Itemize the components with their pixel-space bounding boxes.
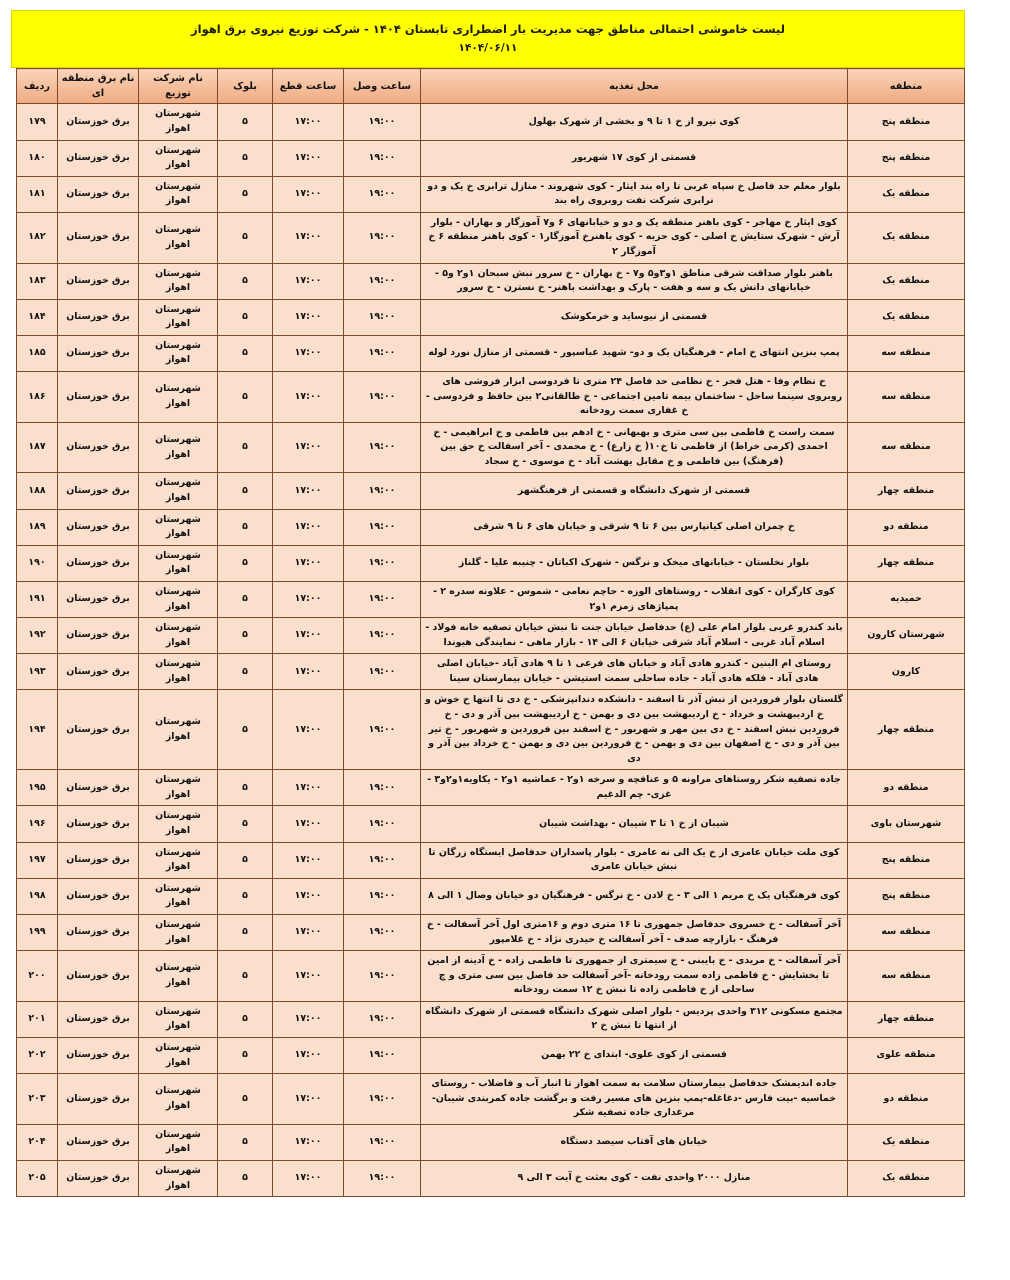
cell-feed-location: باهنر بلوار صداقت شرقی مناطق ۱و۳و۵ و۷ - خ بهاران - خ سرور نبش سبحان ۱و۲ و۵ - خیابانهای دانش یک و سه و هفت - پارک و بهداشت باهنر- خ نسترن - خ سرور — [421, 263, 848, 299]
cell-restore-time: ۱۹:۰۰ — [344, 140, 421, 176]
cell-regional: برق خوزستان — [58, 690, 139, 770]
cell-regional: برق خوزستان — [58, 104, 139, 140]
cell-regional: برق خوزستان — [58, 299, 139, 335]
cell-row-number: ۱۸۱ — [17, 176, 58, 212]
cell-block: ۵ — [218, 842, 273, 878]
cell-feed-location: جاده تصفیه شکر روستاهای مراونه ۵ و عنافچه و سرخه ۱و۲ - عماشیه ۱و۲ - یکاویه۱و۲و۳ - غزی- چم الدغیم — [421, 770, 848, 806]
cell-cutoff-time: ۱۷:۰۰ — [273, 473, 344, 509]
cell-feed-location: بلوار معلم حد فاصل خ سپاه غربی تا راه بند ایثار - کوی شهروند - منازل ترابری خ یک و دو ترابری شرکت نفت روبروی راه بند — [421, 176, 848, 212]
cell-cutoff-time: ۱۷:۰۰ — [273, 509, 344, 545]
table-row — [17, 176, 965, 212]
cell-row-number: ۲۰۰ — [17, 951, 58, 1002]
table-row — [17, 509, 965, 545]
cell-restore-time: ۱۹:۰۰ — [344, 1001, 421, 1037]
cell-regional: برق خوزستان — [58, 878, 139, 914]
cell-regional: برق خوزستان — [58, 212, 139, 263]
cell-zone: منطقه یک — [848, 263, 965, 299]
cell-block: ۵ — [218, 104, 273, 140]
cell-regional: برق خوزستان — [58, 263, 139, 299]
cell-regional: برق خوزستان — [58, 1161, 139, 1197]
cell-feed-location: روستای ام البنین - کندرو هادی آباد و خیابان های فرعی ۱ تا ۹ هادی آباد -خیابان اصلی هادی آباد - فلکه هادی آباد - جاده ساحلی سمت استیشن - خیابان بیمارستان سینا — [421, 654, 848, 690]
cell-restore-time: ۱۹:۰۰ — [344, 878, 421, 914]
cell-company: شهرستان اهواز — [139, 372, 218, 423]
cell-company: شهرستان اهواز — [139, 176, 218, 212]
cell-block: ۵ — [218, 770, 273, 806]
cell-zone: منطقه سه — [848, 372, 965, 423]
column-header-off-time: ساعت قطع — [273, 69, 344, 104]
cell-company: شهرستان اهواز — [139, 509, 218, 545]
cell-company: شهرستان اهواز — [139, 212, 218, 263]
cell-company: شهرستان اهواز — [139, 842, 218, 878]
cell-restore-time: ۱۹:۰۰ — [344, 299, 421, 335]
cell-row-number: ۱۸۹ — [17, 509, 58, 545]
cell-block: ۵ — [218, 335, 273, 371]
cell-feed-location: خیابان های آفتاب سیصد دستگاه — [421, 1124, 848, 1160]
cell-row-number: ۱۹۴ — [17, 690, 58, 770]
cell-row-number: ۱۸۸ — [17, 473, 58, 509]
cell-regional: برق خوزستان — [58, 509, 139, 545]
cell-block: ۵ — [218, 140, 273, 176]
cell-restore-time: ۱۹:۰۰ — [344, 176, 421, 212]
cell-feed-location: باند کندرو غربی بلوار امام علی (ع) حدفاصل خیابان جنت تا نبش خیابان تصفیه خانه فولاد - اسلام آباد غربی - اسلام آباد شرقی خیابان ۶ الی ۱۴ - بازار ماهی - نمایندگی هیوندا — [421, 618, 848, 654]
cell-block: ۵ — [218, 372, 273, 423]
cell-zone: منطقه چهار — [848, 690, 965, 770]
page-date: ۱۴۰۴/۰۶/۱۱ — [458, 42, 518, 55]
cell-company: شهرستان اهواز — [139, 770, 218, 806]
cell-feed-location: بلوار نخلستان - خیابانهای میخک و نرگس - شهرک اکباتان - چنیبه علیا - گلناز — [421, 545, 848, 581]
cell-cutoff-time: ۱۷:۰۰ — [273, 299, 344, 335]
cell-cutoff-time: ۱۷:۰۰ — [273, 951, 344, 1002]
outage-table — [16, 68, 965, 1197]
table-row — [17, 842, 965, 878]
cell-regional: برق خوزستان — [58, 1001, 139, 1037]
cell-block: ۵ — [218, 806, 273, 842]
cell-company: شهرستان اهواز — [139, 1037, 218, 1073]
cell-row-number: ۲۰۴ — [17, 1124, 58, 1160]
cell-cutoff-time: ۱۷:۰۰ — [273, 1124, 344, 1160]
cell-regional: برق خوزستان — [58, 951, 139, 1002]
cell-cutoff-time: ۱۷:۰۰ — [273, 806, 344, 842]
cell-company: شهرستان اهواز — [139, 914, 218, 950]
cell-zone: منطقه یک — [848, 1161, 965, 1197]
cell-company: شهرستان اهواز — [139, 422, 218, 473]
cell-regional: برق خوزستان — [58, 654, 139, 690]
table-row — [17, 581, 965, 617]
cell-company: شهرستان اهواز — [139, 104, 218, 140]
cell-feed-location: کوی ملت خیابان عامری از خ یک الی نه عامری - بلوار پاسداران حدفاصل ایستگاه زرگان تا نبش خیابان عامری — [421, 842, 848, 878]
cell-restore-time: ۱۹:۰۰ — [344, 618, 421, 654]
cell-cutoff-time: ۱۷:۰۰ — [273, 1001, 344, 1037]
cell-block: ۵ — [218, 654, 273, 690]
cell-zone: شهرستان باوی — [848, 806, 965, 842]
cell-cutoff-time: ۱۷:۰۰ — [273, 690, 344, 770]
cell-cutoff-time: ۱۷:۰۰ — [273, 176, 344, 212]
cell-zone: منطقه چهار — [848, 473, 965, 509]
cell-block: ۵ — [218, 1124, 273, 1160]
cell-restore-time: ۱۹:۰۰ — [344, 581, 421, 617]
cell-zone: منطقه یک — [848, 1124, 965, 1160]
cell-feed-location: قسمتی از کوی ۱۷ شهریور — [421, 140, 848, 176]
cell-feed-location: خ نظام وفا - هتل فجر - خ نظامی حد فاصل ۲۴ متری تا فردوسی ابزار فروشی های روبروی سینما ساحل - ساختمان بیمه تامین اجتماعی - خ طالقانی۲ بین حافظ و فردوسی - خ غفاری سمت رودخانه — [421, 372, 848, 423]
cell-company: شهرستان اهواز — [139, 654, 218, 690]
cell-row-number: ۲۰۵ — [17, 1161, 58, 1197]
cell-block: ۵ — [218, 1161, 273, 1197]
cell-feed-location: پمپ بنزین انتهای خ امام - فرهنگیان یک و دو- شهید عباسپور - قسمتی از منازل نورد لوله — [421, 335, 848, 371]
cell-block: ۵ — [218, 1037, 273, 1073]
column-header-regional: نام برق منطقه ای — [58, 69, 139, 104]
cell-zone: منطقه چهار — [848, 545, 965, 581]
cell-block: ۵ — [218, 914, 273, 950]
cell-regional: برق خوزستان — [58, 581, 139, 617]
cell-row-number: ۱۸۲ — [17, 212, 58, 263]
table-row — [17, 140, 965, 176]
cell-feed-location: منازل ۲۰۰۰ واحدی نفت - کوی بعثت خ آیت ۳ الی ۹ — [421, 1161, 848, 1197]
cell-block: ۵ — [218, 422, 273, 473]
cell-zone: منطقه چهار — [848, 1001, 965, 1037]
cell-regional: برق خوزستان — [58, 1037, 139, 1073]
cell-restore-time: ۱۹:۰۰ — [344, 1161, 421, 1197]
table-row — [17, 1074, 965, 1125]
cell-feed-location: قسمتی از کوی علوی- ابتدای خ ۲۲ بهمن — [421, 1037, 848, 1073]
cell-row-number: ۱۹۱ — [17, 581, 58, 617]
cell-block: ۵ — [218, 1001, 273, 1037]
cell-feed-location: گلستان بلوار فروردین از نبش آذر تا اسفند - دانشکده دندانپزشکی - خ دی تا انتها خ خوش و خ اردیبهشت و خرداد - خ اردیبهشت بین دی و بهمن - خ اردیبهشت بین آذر و دی - خ فروردین نبش اسفند - خ دی بین مهر و شهریور - خ اسفند بین فروردین و شهریور - خ تیر بین آذر و دی - خ اصفهان بین دی و بهمن - خ فروردین بین دی و بهمن - خ خرداد بین آذر و دی — [421, 690, 848, 770]
table-row — [17, 770, 965, 806]
cell-company: شهرستان اهواز — [139, 1001, 218, 1037]
cell-zone: منطقه پنج — [848, 878, 965, 914]
cell-restore-time: ۱۹:۰۰ — [344, 545, 421, 581]
cell-feed-location: مجتمع مسکونی ۳۱۲ واحدی پردیس - بلوار اصلی شهرک دانشگاه قسمتی از شهرک دانشگاه از انتها تا نبش خ ۲ — [421, 1001, 848, 1037]
cell-cutoff-time: ۱۷:۰۰ — [273, 770, 344, 806]
column-header-on-time: ساعت وصل — [344, 69, 421, 104]
cell-row-number: ۱۸۰ — [17, 140, 58, 176]
cell-row-number: ۱۸۵ — [17, 335, 58, 371]
cell-zone: شهرستان کارون — [848, 618, 965, 654]
table-row — [17, 422, 965, 473]
column-header-row-no: ردیف — [17, 69, 58, 104]
cell-restore-time: ۱۹:۰۰ — [344, 914, 421, 950]
cell-row-number: ۱۹۵ — [17, 770, 58, 806]
cell-cutoff-time: ۱۷:۰۰ — [273, 1161, 344, 1197]
cell-restore-time: ۱۹:۰۰ — [344, 212, 421, 263]
cell-zone: منطقه پنج — [848, 842, 965, 878]
cell-cutoff-time: ۱۷:۰۰ — [273, 140, 344, 176]
cell-cutoff-time: ۱۷:۰۰ — [273, 212, 344, 263]
cell-feed-location: کوی کارگران - کوی انقلاب - روستاهای الوزه - حاچم نعامی - شموس - علاونه سدره ۲ - پمپاژهای زمزم ۱و۲ — [421, 581, 848, 617]
cell-company: شهرستان اهواز — [139, 299, 218, 335]
table-row — [17, 104, 965, 140]
cell-cutoff-time: ۱۷:۰۰ — [273, 581, 344, 617]
page-title: لیست خاموشی احتمالی مناطق جهت مدیریت بار اضطراری تابستان ۱۴۰۴ - شرکت توزیع نیروی برق اهواز — [191, 22, 785, 37]
cell-zone: کارون — [848, 654, 965, 690]
cell-row-number: ۱۹۷ — [17, 842, 58, 878]
cell-restore-time: ۱۹:۰۰ — [344, 690, 421, 770]
cell-zone: منطقه دو — [848, 1074, 965, 1125]
cell-restore-time: ۱۹:۰۰ — [344, 1037, 421, 1073]
cell-block: ۵ — [218, 176, 273, 212]
cell-cutoff-time: ۱۷:۰۰ — [273, 263, 344, 299]
cell-row-number: ۱۹۶ — [17, 806, 58, 842]
cell-zone: منطقه پنج — [848, 140, 965, 176]
cell-block: ۵ — [218, 212, 273, 263]
cell-block: ۵ — [218, 509, 273, 545]
cell-cutoff-time: ۱۷:۰۰ — [273, 545, 344, 581]
table-row — [17, 372, 965, 423]
table-header — [17, 69, 965, 104]
cell-restore-time: ۱۹:۰۰ — [344, 806, 421, 842]
cell-block: ۵ — [218, 263, 273, 299]
cell-zone: منطقه دو — [848, 770, 965, 806]
cell-company: شهرستان اهواز — [139, 1074, 218, 1125]
cell-row-number: ۱۸۴ — [17, 299, 58, 335]
page-banner — [11, 10, 965, 68]
cell-block: ۵ — [218, 878, 273, 914]
cell-row-number: ۱۹۰ — [17, 545, 58, 581]
cell-block: ۵ — [218, 951, 273, 1002]
cell-restore-time: ۱۹:۰۰ — [344, 1074, 421, 1125]
cell-feed-location: آخر آسفالت - خ مریدی - خ بایبنی - خ سیمتری از جمهوری تا فاطمی زاده - خ آدینه از امین تا بخشایش - خ فاطمی زاده سمت رودخانه -آخر آسفالت حد فاصل بین سی متری و چ ساحلی از خ فاطمی زاده تا نبش خ ۱۲ سمت رودخانه — [421, 951, 848, 1002]
cell-zone: منطقه سه — [848, 914, 965, 950]
cell-row-number: ۲۰۱ — [17, 1001, 58, 1037]
cell-restore-time: ۱۹:۰۰ — [344, 372, 421, 423]
cell-block: ۵ — [218, 1074, 273, 1125]
cell-cutoff-time: ۱۷:۰۰ — [273, 104, 344, 140]
cell-row-number: ۱۸۶ — [17, 372, 58, 423]
cell-cutoff-time: ۱۷:۰۰ — [273, 422, 344, 473]
header-row — [17, 69, 965, 104]
cell-company: شهرستان اهواز — [139, 473, 218, 509]
cell-block: ۵ — [218, 581, 273, 617]
cell-regional: برق خوزستان — [58, 372, 139, 423]
cell-zone: منطقه سه — [848, 422, 965, 473]
cell-feed-location: شیبان از خ ۱ تا ۳ شیبان - بهداشت شیبان — [421, 806, 848, 842]
cell-feed-location: آخر آسفالت - خ خسروی حدفاصل جمهوری تا ۱۶ متری دوم و ۱۶متری اول آخر آسفالت - خ فرهنگ - بازارچه صدف - آخر آسفالت خ حیدری نژاد - خ غلامپور — [421, 914, 848, 950]
cell-company: شهرستان اهواز — [139, 335, 218, 371]
table-row — [17, 299, 965, 335]
cell-cutoff-time: ۱۷:۰۰ — [273, 914, 344, 950]
cell-row-number: ۱۹۸ — [17, 878, 58, 914]
cell-cutoff-time: ۱۷:۰۰ — [273, 618, 344, 654]
cell-block: ۵ — [218, 618, 273, 654]
column-header-block: بلوک — [218, 69, 273, 104]
table-row — [17, 545, 965, 581]
table-row — [17, 1161, 965, 1197]
table-row — [17, 1124, 965, 1160]
cell-regional: برق خوزستان — [58, 335, 139, 371]
table-row — [17, 914, 965, 950]
cell-restore-time: ۱۹:۰۰ — [344, 263, 421, 299]
cell-block: ۵ — [218, 690, 273, 770]
cell-zone: منطقه سه — [848, 951, 965, 1002]
cell-cutoff-time: ۱۷:۰۰ — [273, 1037, 344, 1073]
cell-zone: منطقه سه — [848, 335, 965, 371]
cell-restore-time: ۱۹:۰۰ — [344, 842, 421, 878]
cell-row-number: ۲۰۳ — [17, 1074, 58, 1125]
cell-restore-time: ۱۹:۰۰ — [344, 422, 421, 473]
cell-feed-location: کوی نیرو از خ ۱ تا ۹ و بخشی از شهرک بهلول — [421, 104, 848, 140]
table-row — [17, 951, 965, 1002]
cell-regional: برق خوزستان — [58, 770, 139, 806]
cell-cutoff-time: ۱۷:۰۰ — [273, 1074, 344, 1125]
table-row — [17, 263, 965, 299]
table-row — [17, 1001, 965, 1037]
cell-cutoff-time: ۱۷:۰۰ — [273, 842, 344, 878]
cell-regional: برق خوزستان — [58, 806, 139, 842]
cell-zone: منطقه یک — [848, 176, 965, 212]
cell-row-number: ۱۹۲ — [17, 618, 58, 654]
cell-zone: منطقه پنج — [848, 104, 965, 140]
cell-row-number: ۱۸۳ — [17, 263, 58, 299]
table-row — [17, 1037, 965, 1073]
cell-regional: برق خوزستان — [58, 140, 139, 176]
cell-restore-time: ۱۹:۰۰ — [344, 473, 421, 509]
cell-restore-time: ۱۹:۰۰ — [344, 335, 421, 371]
cell-feed-location: خ چمران اصلی کیانپارس بین ۶ تا ۹ شرقی و خیابان های ۶ تا ۹ شرقی — [421, 509, 848, 545]
cell-block: ۵ — [218, 299, 273, 335]
cell-zone: حمیدیه — [848, 581, 965, 617]
column-header-company: نام شرکت توزیع — [139, 69, 218, 104]
cell-feed-location: کوی فرهنگیان یک خ مریم ۱ الی ۳ - خ لادن - خ نرگس - فرهنگیان دو خیابان وصال ۱ الی ۸ — [421, 878, 848, 914]
cell-zone: منطقه یک — [848, 212, 965, 263]
cell-cutoff-time: ۱۷:۰۰ — [273, 372, 344, 423]
cell-regional: برق خوزستان — [58, 422, 139, 473]
cell-company: شهرستان اهواز — [139, 878, 218, 914]
cell-restore-time: ۱۹:۰۰ — [344, 1124, 421, 1160]
cell-regional: برق خوزستان — [58, 618, 139, 654]
cell-row-number: ۱۸۷ — [17, 422, 58, 473]
cell-row-number: ۱۷۹ — [17, 104, 58, 140]
cell-regional: برق خوزستان — [58, 176, 139, 212]
table-row — [17, 806, 965, 842]
cell-feed-location: سمت راست خ فاطمی بین سی متری و بهبهانی - خ ادهم بین فاطمی و خ ابراهیمی - خ احمدی (کرمی خراط) از فاطمی تا خ۱۰( خ زارع) - خ محمدی - آخر اسفالت خ حق بین (فرهنگ) بین فاطمی و خ مقابل بهشت آباد - خ موسوی - خ سجاد — [421, 422, 848, 473]
cell-row-number: ۱۹۹ — [17, 914, 58, 950]
table-row — [17, 335, 965, 371]
cell-zone: منطقه دو — [848, 509, 965, 545]
cell-company: شهرستان اهواز — [139, 581, 218, 617]
cell-regional: برق خوزستان — [58, 473, 139, 509]
cell-cutoff-time: ۱۷:۰۰ — [273, 654, 344, 690]
cell-block: ۵ — [218, 545, 273, 581]
cell-company: شهرستان اهواز — [139, 951, 218, 1002]
cell-restore-time: ۱۹:۰۰ — [344, 654, 421, 690]
cell-zone: منطقه علوی — [848, 1037, 965, 1073]
cell-cutoff-time: ۱۷:۰۰ — [273, 335, 344, 371]
column-header-feed: محل تغذیه — [421, 69, 848, 104]
cell-restore-time: ۱۹:۰۰ — [344, 509, 421, 545]
cell-row-number: ۱۹۳ — [17, 654, 58, 690]
cell-company: شهرستان اهواز — [139, 806, 218, 842]
cell-company: شهرستان اهواز — [139, 263, 218, 299]
cell-cutoff-time: ۱۷:۰۰ — [273, 878, 344, 914]
cell-restore-time: ۱۹:۰۰ — [344, 104, 421, 140]
table-row — [17, 878, 965, 914]
cell-regional: برق خوزستان — [58, 1124, 139, 1160]
column-header-zone: منطقه — [848, 69, 965, 104]
table-row — [17, 473, 965, 509]
cell-regional: برق خوزستان — [58, 545, 139, 581]
cell-feed-location: قسمتی از شهرک دانشگاه و قسمتی از فرهنگشهر — [421, 473, 848, 509]
cell-feed-location: قسمتی از نیوساید و خرمکوشک — [421, 299, 848, 335]
table-row — [17, 212, 965, 263]
cell-company: شهرستان اهواز — [139, 545, 218, 581]
cell-company: شهرستان اهواز — [139, 1124, 218, 1160]
cell-block: ۵ — [218, 473, 273, 509]
cell-company: شهرستان اهواز — [139, 690, 218, 770]
cell-feed-location: جاده اندیمشک حدفاصل بیمارستان سلامت به سمت اهواز تا انبار آب و فاضلاب - روستای خماسیه -بیت فارس -دغاغله-پمپ بنزین های مسیر رفت و برگشت جاده کمربندی شیبان- مرغداری جاده تصفیه شکر — [421, 1074, 848, 1125]
cell-restore-time: ۱۹:۰۰ — [344, 770, 421, 806]
table-body — [17, 104, 965, 1197]
cell-regional: برق خوزستان — [58, 1074, 139, 1125]
cell-regional: برق خوزستان — [58, 914, 139, 950]
cell-company: شهرستان اهواز — [139, 618, 218, 654]
cell-company: شهرستان اهواز — [139, 140, 218, 176]
cell-regional: برق خوزستان — [58, 842, 139, 878]
table-row — [17, 690, 965, 770]
table-row — [17, 654, 965, 690]
cell-restore-time: ۱۹:۰۰ — [344, 951, 421, 1002]
cell-zone: منطقه یک — [848, 299, 965, 335]
cell-row-number: ۲۰۲ — [17, 1037, 58, 1073]
table-row — [17, 618, 965, 654]
cell-feed-location: کوی ایثار خ مهاجر - کوی باهنر منطقه یک و دو و خیابانهای ۶ و۷ آموزگار و بهاران - بلوار آرش - شهرک ستایش خ اصلی - کوی حزبه - کوی باهنرخ آموزگار۱ - کوی باهنر منطقه ۶ خ آموزگار ۲ — [421, 212, 848, 263]
cell-company: شهرستان اهواز — [139, 1161, 218, 1197]
